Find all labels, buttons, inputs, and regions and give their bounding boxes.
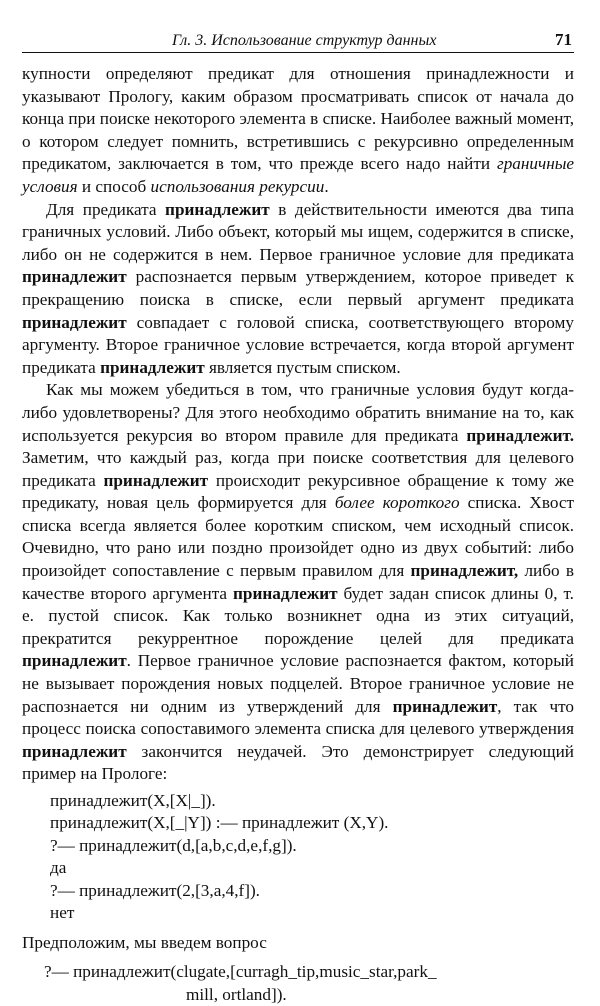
paragraph-2 <box>22 199 574 380</box>
text-run: закончится неудачей. Это демонстрирует следующий пример на Прологе: <box>22 741 574 784</box>
page-number: 71 <box>555 30 572 49</box>
bold-term: принадлежит. <box>466 425 574 445</box>
paragraph-3 <box>22 379 574 786</box>
bold-term: принадлежит <box>22 267 127 287</box>
body-text <box>22 63 574 786</box>
bold-term: принадлежит <box>392 696 498 716</box>
running-title: Гл. 3. Использование структур данных <box>172 32 437 49</box>
text-run: списка. Хвост списка всегда является более коротким списком, чем исходный список. Очевидно, что рано или поздно произойдет одно из двух событий: либо произойдет сопоставление с первым правилом для <box>22 493 574 581</box>
text-run: Заметим, что каждый раз, когда при поиске соответствия для целевого предиката <box>22 448 574 490</box>
bold-term: принадлежит <box>22 651 127 671</box>
text-run: в действительности имеются два типа граничных условий. Либо объект, который мы ищем, содержится в списке, либо он не содержится в нем. Первое граничное условие для предиката <box>22 199 574 264</box>
italic-term: граничные условия <box>22 154 574 196</box>
text-run: . Первое граничное условие распознается фактом, который не вызывает порождения новых подцелей. Второе граничное условие не распознается ни одним из утверждений для <box>22 651 574 716</box>
text-run: происходит рекурсивное обращение к тому же предикату, новая цель формируется для <box>22 470 574 513</box>
code-line: принадлежит(X,[_|Y]) :— принадлежит (X,Y). <box>50 813 389 833</box>
bold-term: принадлежит <box>22 741 127 761</box>
text-run: Для предиката <box>46 199 166 219</box>
bold-term: принадлежит <box>100 357 205 377</box>
prolog-code-block <box>50 790 574 924</box>
bold-term: принадлежит, <box>410 561 519 581</box>
code-line: принадлежит(X,[X|_]). <box>50 791 216 810</box>
prolog-query <box>44 961 574 1006</box>
bold-term: принадлежит <box>103 470 209 490</box>
code-line: ?— принадлежит(2,[3,a,4,f]). <box>50 880 260 900</box>
paragraph-1 <box>22 63 574 199</box>
code-line: нет <box>50 903 75 923</box>
query-line-2: mill, ortland]). <box>186 984 287 1004</box>
text-run: , так что процесс поиска сопоставимого элемента списка для целевого утверждения <box>22 696 574 739</box>
text-run: либо в качестве второго аргумента <box>22 561 574 603</box>
query-line-1: ?— принадлежит(clugate,[curragh_tip,music_star,park_ <box>44 962 437 982</box>
code-line: да <box>50 858 67 878</box>
closing-sentence: Предположим, мы введем вопрос <box>22 933 267 953</box>
text-run: распознается первым утверждением, которое приведет к прекращению поиска в списке, если первый аргумент предиката <box>22 267 574 309</box>
bold-term: принадлежит <box>232 583 338 603</box>
code-line: ?— принадлежит(d,[a,b,c,d,e,f,g]). <box>50 835 297 855</box>
bold-term: принадлежит <box>165 199 270 219</box>
text-run: будет задан список длины 0, т. е. пустой список. Как только возникнет одна из этих ситуаций, прекратится рекуррентное порождение целей для предиката <box>22 583 574 648</box>
italic-term: более короткого <box>334 493 460 513</box>
text-run: является пустым списком. <box>204 357 401 377</box>
text-run: Как мы можем убедиться в том, что граничные условия будут когда-либо удовлетворены? Для этого необходимо обратить внимание на то, как используется рекурсия во втором правиле для предиката <box>22 380 574 445</box>
text-run: купности определяют предикат для отношения принадлежности и указывают Прологу, каким образом просматривать список от начала до конца при поиске некоторого элемента в списке. Наиболее важный момент, о котором следует помнить, встретившись с рекурсивно определенным предикатом, заключается в том, что прежде всего надо найти <box>22 64 574 174</box>
bold-term: принадлежит <box>22 312 127 332</box>
text-run: и способ <box>77 176 151 196</box>
running-header <box>22 30 574 53</box>
text-run: . <box>324 176 329 196</box>
italic-term: использования рекурсии <box>150 176 325 196</box>
text-run: совпадает с головой списка, соответствующего второму аргументу. Второе граничное условие встречается, когда второй аргумент предиката <box>22 312 574 377</box>
